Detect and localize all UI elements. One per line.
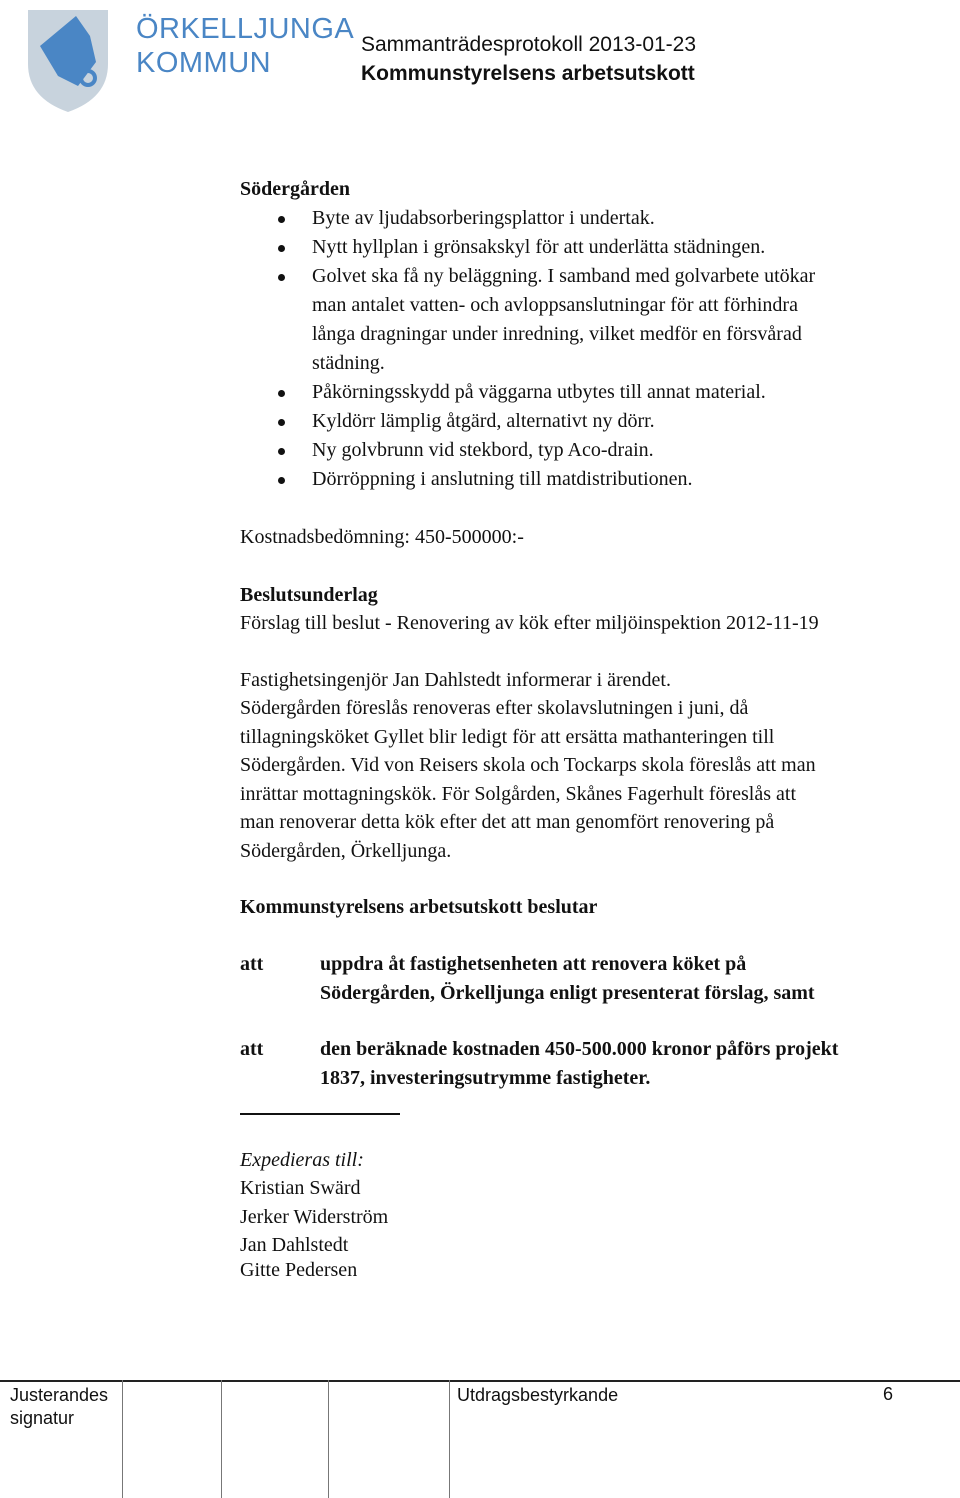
decision-text: Södergården, Örkelljunga enligt presenterat förslag, samt: [320, 982, 815, 1004]
committee-name: Kommunstyrelsens arbetsutskott: [361, 62, 695, 85]
bullet-dot: [278, 448, 285, 455]
decision-text: 1837, investeringsutrymme fastigheter.: [320, 1067, 651, 1089]
list-item: Nytt hyllplan i grönsakskyl för att underlätta städningen.: [312, 236, 766, 258]
bullet-dot: [278, 477, 285, 484]
recipient: Jan Dahlstedt: [240, 1234, 349, 1256]
footer-divider: [0, 1380, 960, 1382]
separator-rule: [240, 1113, 400, 1115]
footer-cell-divider: [449, 1380, 450, 1498]
list-item: Byte av ljudabsorberingsplattor i undertak.: [312, 207, 655, 229]
signature-label-line-1: Justerandes: [10, 1385, 109, 1405]
bullet-dot: [278, 216, 285, 223]
cost-estimate: Kostnadsbedömning: 450-500000:-: [240, 526, 524, 548]
list-item-continuation: städning.: [312, 352, 385, 374]
decision-label: att: [240, 1038, 264, 1060]
list-item-continuation: man antalet vatten- och avloppsanslutningar för att förhindra: [312, 294, 798, 316]
body-line: Södergården föreslås renoveras efter skolavslutningen i juni, då: [240, 697, 749, 719]
body-line: Södergården. Vid von Reisers skola och Tockarps skola föreslås att man: [240, 754, 816, 776]
list-item-continuation: långa dragningar under inredning, vilket medför en försvårad: [312, 323, 802, 345]
bullet-dot: [278, 419, 285, 426]
recipient: Jerker Widerström: [240, 1206, 389, 1228]
decision-heading: Kommunstyrelsens arbetsutskott beslutar: [240, 896, 598, 918]
coat-of-arms-icon: [18, 6, 118, 116]
page-number: 6: [883, 1384, 894, 1404]
signature-label-line-2: signatur: [10, 1408, 75, 1428]
decision-label: att: [240, 953, 264, 975]
body-line: Södergården, Örkelljunga.: [240, 840, 452, 862]
decision-text: uppdra åt fastighetsenheten att renovera köket på: [320, 953, 747, 975]
bullet-dot: [278, 245, 285, 252]
logo-line-1: ÖRKELLJUNGA: [136, 13, 355, 45]
body-line: Fastighetsingenjör Jan Dahlstedt informerar i ärendet.: [240, 669, 671, 691]
section-title: Södergården: [240, 178, 350, 200]
body-line: inrättar mottagningskök. För Solgården, Skånes Fagerhult föreslås att: [240, 783, 797, 805]
doc-title: Sammanträdesprotokoll 2013-01-23: [361, 33, 697, 56]
recipient: Kristian Swärd: [240, 1177, 361, 1199]
footer-cell-divider: [328, 1380, 329, 1498]
body-line: man renoverar detta kök efter det att man genomfört renovering på: [240, 811, 775, 833]
footer-cell-divider: [122, 1380, 123, 1498]
list-item: Kyldörr lämplig åtgärd, alternativt ny dörr.: [312, 410, 655, 432]
bullet-dot: [278, 390, 285, 397]
list-item: Golvet ska få ny beläggning. I samband med golvarbete utökar: [312, 265, 816, 287]
municipality-logo: [18, 6, 355, 116]
list-item: Ny golvbrunn vid stekbord, typ Aco-drain.: [312, 439, 654, 461]
logo-line-2: KOMMUN: [136, 47, 272, 79]
distribution-heading: Expedieras till:: [240, 1149, 364, 1171]
decision-text: den beräknade kostnaden 450-500.000 kronor påförs projekt: [320, 1038, 839, 1060]
extract-label: Utdragsbestyrkande: [457, 1385, 619, 1405]
footer-cell-divider: [221, 1380, 222, 1498]
list-item: Påkörningsskydd på väggarna utbytes till annat material.: [312, 381, 766, 403]
basis-text: Förslag till beslut - Renovering av kök efter miljöinspektion 2012-11-19: [240, 612, 819, 634]
bullet-dot: [278, 274, 285, 281]
recipient: Gitte Pedersen: [240, 1259, 358, 1281]
list-item: Dörröppning i anslutning till matdistributionen.: [312, 468, 693, 490]
body-line: tillagningsköket Gyllet blir ledigt för att ersätta mathanteringen till: [240, 726, 775, 748]
basis-heading: Beslutsunderlag: [240, 584, 378, 606]
